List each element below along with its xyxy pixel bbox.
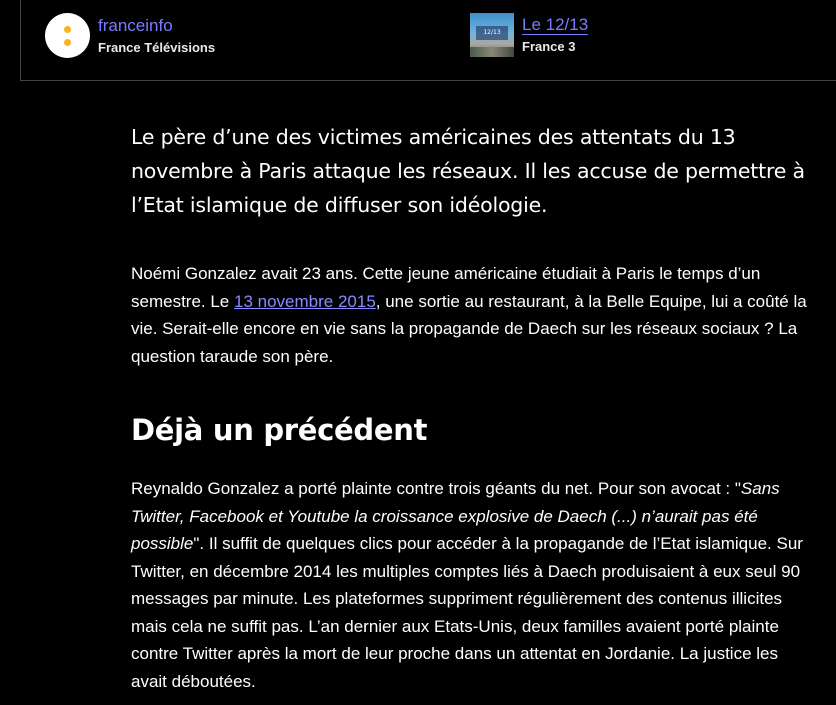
source-franceinfo[interactable] (45, 13, 215, 58)
source-subtitle: France Télévisions (98, 39, 216, 55)
paragraph-intro (131, 260, 811, 370)
source-name-link[interactable]: franceinfo (98, 15, 173, 35)
source-name-link[interactable]: Le 12/13 (522, 15, 589, 34)
article-lead: Le père d’une des victimes américaines des attentats du 13 novembre à Paris attaque les réseaux. Il les accuse de permettre à l’Etat islamique de diffuser son idéologie. (131, 125, 805, 217)
source-subtitle: France 3 (522, 39, 576, 54)
source-le-1213[interactable] (470, 13, 588, 57)
date-link[interactable]: 13 novembre 2015 (234, 291, 376, 311)
paragraph-text: Reynaldo Gonzalez a porté plainte contre trois géants du net. Pour son avocat : " (131, 479, 741, 498)
logo-dot-top (64, 26, 71, 33)
article-body (131, 120, 821, 691)
thumbnail-skyline (470, 47, 514, 57)
thumbnail-badge: 12/13 (476, 26, 508, 40)
source-header (20, 0, 836, 81)
paragraph-text: , une sortie au restaurant, à la Belle Equipe, lui a coûté la vie. Serait-elle encore en vie sans la propagande de Daech sur les réseaux sociaux ? La question taraude son père. (131, 291, 807, 366)
paragraph-precedent (131, 475, 811, 695)
paragraph-text: Noémi Gonzalez avait 23 ans. Cette jeune américaine étudiait à Paris le temps d’un semestre. Le (131, 264, 761, 311)
lawyer-quote: Sans Twitter, Facebook et Youtube la croissance explosive de Daech (...) n’aurait pas été possible (131, 479, 780, 553)
logo-dot-bottom (64, 39, 71, 46)
source-text (522, 15, 588, 55)
le-1213-thumbnail[interactable] (470, 13, 514, 57)
section-heading: Déjà un précédent (131, 413, 428, 447)
source-text (98, 16, 215, 56)
paragraph-text: ". Il suffit de quelques clics pour accéder à la propagande de l’Etat islamique. Sur Twitter, en décembre 2014 les multiples comptes liés à Daech produisaient à eux seul 90 messages par minute. Les plateformes suppriment régulièrement des contenus illicites mais cela ne suffit pas. L’an dernier aux Etats-Unis, deux familles avaient porté plainte contre Twitter après la mort de leur proche dans un attentat en Jordanie. La justice les avait déboutées. (131, 534, 803, 691)
franceinfo-logo-icon[interactable] (45, 13, 90, 58)
